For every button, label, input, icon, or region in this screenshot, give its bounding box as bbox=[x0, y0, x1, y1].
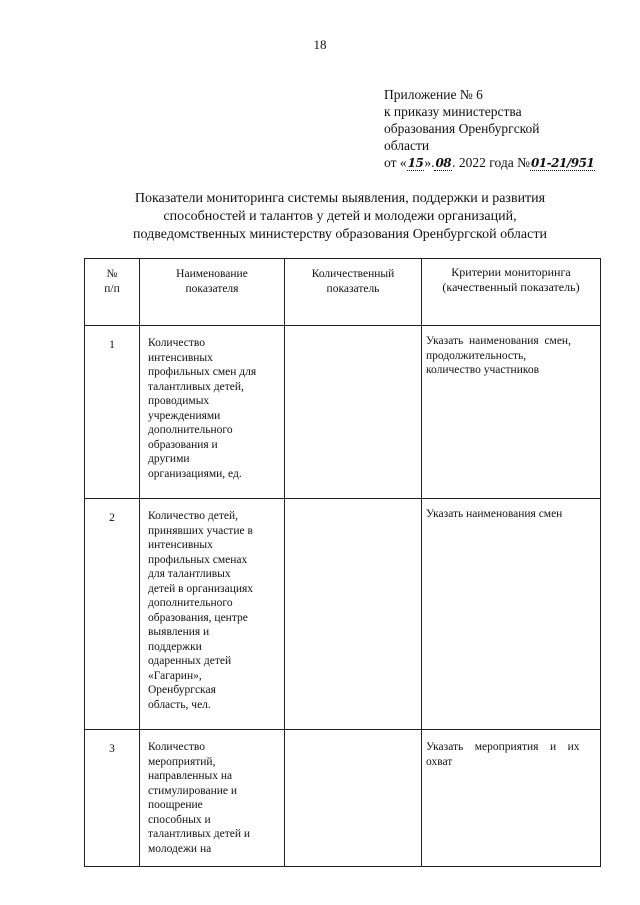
name-line: мероприятий, bbox=[148, 755, 216, 768]
header-qty bbox=[285, 259, 422, 326]
name-line: проводимых bbox=[148, 395, 210, 407]
quantity-cell bbox=[285, 326, 422, 499]
criteria-cell bbox=[422, 326, 601, 499]
order-day: 15 bbox=[407, 156, 424, 170]
criteria-line: количество участников bbox=[426, 364, 540, 376]
name-line: детей в организациях bbox=[148, 582, 254, 595]
name-line: направленных на bbox=[148, 770, 233, 782]
appendix-line: области bbox=[384, 138, 430, 153]
name-line: область, чел. bbox=[148, 698, 211, 711]
table-header-row bbox=[85, 259, 601, 326]
name-line: Количество bbox=[148, 337, 205, 349]
document-title bbox=[100, 190, 580, 244]
header-text: Количественный bbox=[311, 268, 395, 280]
monitoring-table bbox=[84, 258, 601, 867]
order-prefix: от « bbox=[384, 155, 407, 170]
header-no bbox=[85, 259, 140, 326]
criteria-line: Указать наименования смен, bbox=[426, 335, 571, 347]
quantity-cell bbox=[285, 730, 422, 867]
row-number: 3 bbox=[85, 730, 140, 867]
header-text: № bbox=[106, 268, 118, 280]
order-year: . 2022 года № bbox=[452, 155, 530, 170]
criteria-cell bbox=[422, 499, 601, 730]
header-name bbox=[140, 259, 285, 326]
criteria-line: Указать мероприятия и их bbox=[426, 741, 580, 753]
title-line: подведомственных министерству образования Оренбургской области bbox=[133, 227, 547, 242]
header-text: Критерии мониторинга bbox=[451, 265, 571, 279]
name-line: молодежи на bbox=[148, 842, 212, 855]
name-line: стимулирование и bbox=[148, 784, 238, 797]
header-text: показателя bbox=[185, 282, 239, 295]
criteria-cell bbox=[422, 730, 601, 867]
indicator-name bbox=[140, 326, 285, 499]
appendix-line: Приложение № 6 bbox=[384, 87, 483, 102]
name-line: организациями, ед. bbox=[148, 467, 242, 480]
row-number: 2 bbox=[85, 499, 140, 730]
appendix-line: к приказу министерства bbox=[384, 104, 522, 119]
name-line: Количество bbox=[148, 741, 205, 753]
title-line: способностей и талантов у детей и молодежи организаций, bbox=[163, 209, 517, 224]
name-line: Оренбургская bbox=[148, 684, 216, 696]
order-month: 08 bbox=[435, 156, 452, 170]
table-row bbox=[85, 499, 601, 730]
order-mid: ». bbox=[424, 155, 435, 170]
name-line: поощрение bbox=[148, 799, 203, 811]
indicator-name bbox=[140, 499, 285, 730]
name-line: одаренных детей bbox=[148, 655, 232, 667]
name-line: талантливых детей, bbox=[148, 380, 244, 393]
quantity-cell bbox=[285, 499, 422, 730]
criteria-line: Указать наименования смен bbox=[426, 508, 563, 520]
name-line: интенсивных bbox=[148, 351, 213, 364]
order-date-line bbox=[384, 154, 595, 172]
header-text: Наименование bbox=[176, 268, 248, 280]
table-row bbox=[85, 326, 601, 499]
header-criteria bbox=[422, 259, 601, 326]
appendix-line: образования Оренбургской bbox=[384, 121, 540, 136]
name-line: «Гагарин», bbox=[148, 669, 202, 682]
name-line: талантливых детей и bbox=[148, 828, 251, 840]
name-line: дополнительного bbox=[148, 424, 233, 436]
name-line: поддержки bbox=[148, 640, 202, 653]
header-text: (качественный показатель) bbox=[442, 279, 580, 294]
name-line: профильных смен для bbox=[148, 366, 257, 378]
criteria-line: охват bbox=[426, 755, 453, 768]
name-line: выявления и bbox=[148, 626, 210, 638]
name-line: дополнительного bbox=[148, 597, 233, 609]
name-line: интенсивных bbox=[148, 539, 213, 551]
header-text: п/п bbox=[104, 282, 120, 295]
appendix-block bbox=[384, 86, 595, 172]
row-number: 1 bbox=[85, 326, 140, 499]
name-line: Количество детей, bbox=[148, 510, 238, 522]
criteria-line: продолжительность, bbox=[426, 349, 527, 362]
name-line: другими bbox=[148, 453, 190, 465]
name-line: принявших участие в bbox=[148, 524, 253, 537]
indicator-name bbox=[140, 730, 285, 867]
name-line: для талантливых bbox=[148, 568, 231, 580]
page-number: 18 bbox=[313, 37, 327, 52]
name-line: учреждениями bbox=[148, 409, 221, 422]
name-line: образования, центре bbox=[148, 611, 248, 624]
header-text: показатель bbox=[326, 282, 380, 295]
title-line: Показатели мониторинга системы выявления, поддержки и развития bbox=[134, 191, 546, 206]
table-row bbox=[85, 730, 601, 867]
name-line: способных и bbox=[148, 813, 211, 826]
name-line: образования и bbox=[148, 438, 218, 451]
order-number: 01-21/951 bbox=[530, 156, 595, 170]
name-line: профильных сменах bbox=[148, 553, 248, 566]
